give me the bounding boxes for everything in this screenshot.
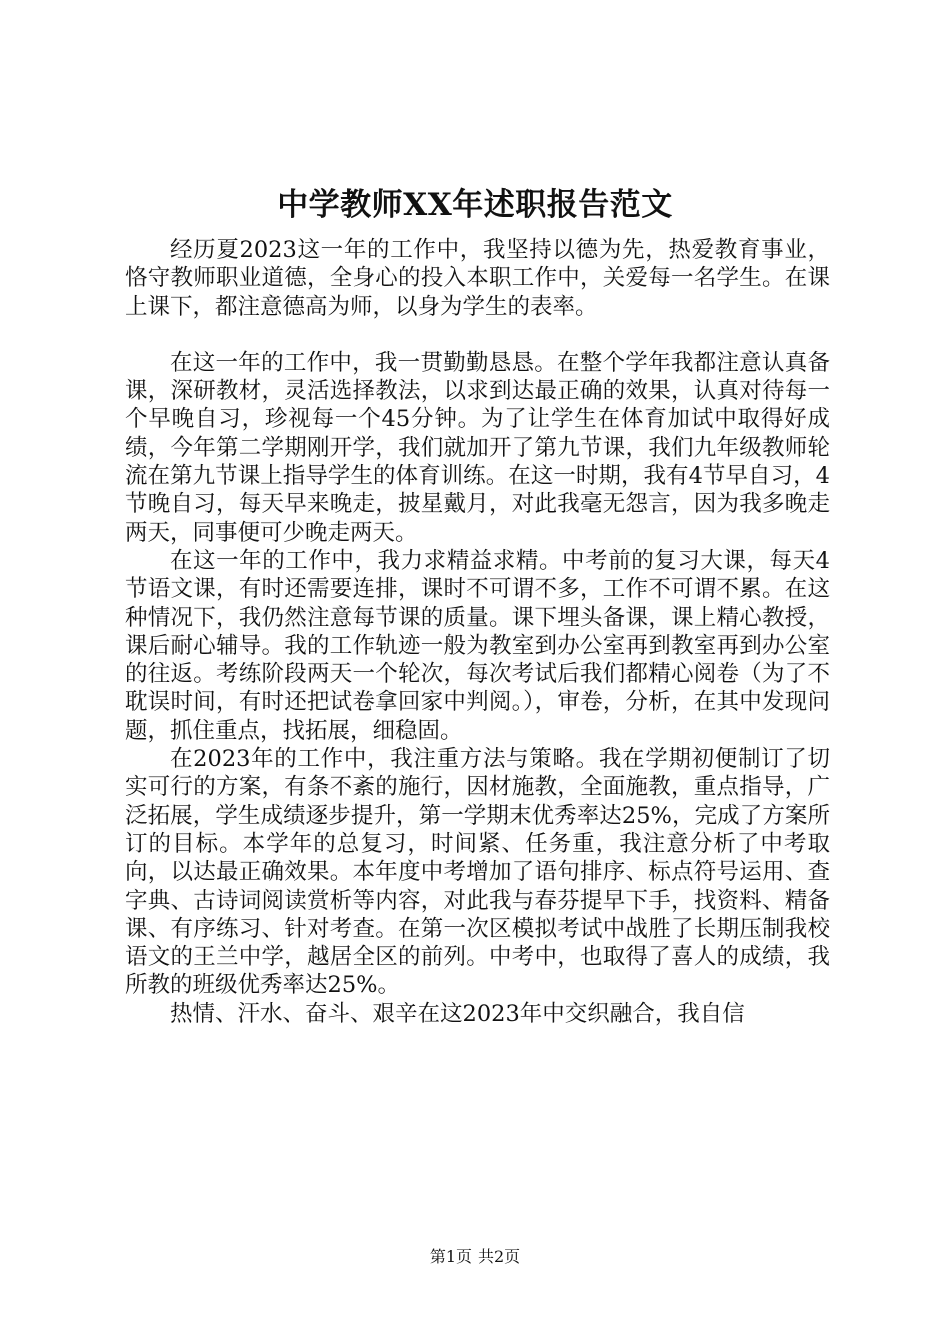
page-number: 第1页 — [429, 1247, 472, 1266]
page-footer — [0, 1247, 950, 1267]
document-title: 中学教师XX年述职报告范文 — [277, 187, 673, 223]
paragraph-diligence: 在这一年的工作中，我一贯勤勤恳恳。在整个学年我都注意认真备课，深研教材，灵活选择教法，以求到达最正确的效果，认真对待每一个早晚自习，珍视每一个45分钟。为了让学生在体育加试中取得好成绩，今年第二学期刚开学，我们就加开了第九节课，我们九年级教师轮流在第九节课上指导学生的体育训练。在这一时期，我有4节早自习，4节晚自习，每天早来晚走，披星戴月，对此我毫无怨言，因为我多晚走两天，同事便可少晚走两天。 — [125, 349, 830, 546]
paragraph-closing: 热情、汗水、奋斗、艰辛在这2023年中交织融合，我自信 — [170, 1000, 745, 1027]
paragraph-methods: 在2023年的工作中，我注重方法与策略。我在学期初便制订了切实可行的方案，有条不紊的施行，因材施教，全面施教，重点指导，广泛拓展，学生成绩逐步提升，第一学期末优秀率达25%，完成了方案所订的目标。本学年的总复习，时间紧、任务重，我注意分析了中考取向，以达最正确效果。本年度中考增加了语句排序、标点符号运用、查字典、古诗词阅读赏析等内容，对此我与春芬提早下手，找资料、精备课、有序练习、针对考查。在第一次区模拟考试中战胜了长期压制我校语文的王兰中学，越居全区的前列。中考中，也取得了喜人的成绩，我所教的班级优秀率达25%。 — [125, 746, 830, 999]
paragraph-intro: 经历夏2023这一年的工作中，我坚持以德为先，热爱教育事业，恪守教师职业道德，全身心的投入本职工作中，关爱每一名学生。在课上课下，都注意德高为师，以身为学生的表率。 — [125, 237, 830, 320]
paragraph-excellence: 在这一年的工作中，我力求精益求精。中考前的复习大课，每天4节语文课，有时还需要连排，课时不可谓不多，工作不可谓不累。在这种情况下，我仍然注意每节课的质量。课下埋头备课，课上精心教授，课后耐心辅导。我的工作轨迹一般为教室到办公室再到教室再到办公室的往返。考练阶段两天一个轮次，每次考试后我们都精心阅卷（为了不耽误时间，有时还把试卷拿回家中判阅。），审卷，分析，在其中发现问题，抓住重点，找拓展，细稳固。 — [125, 547, 830, 744]
page-total: 共2页 — [478, 1247, 521, 1266]
document-body — [125, 236, 830, 1028]
